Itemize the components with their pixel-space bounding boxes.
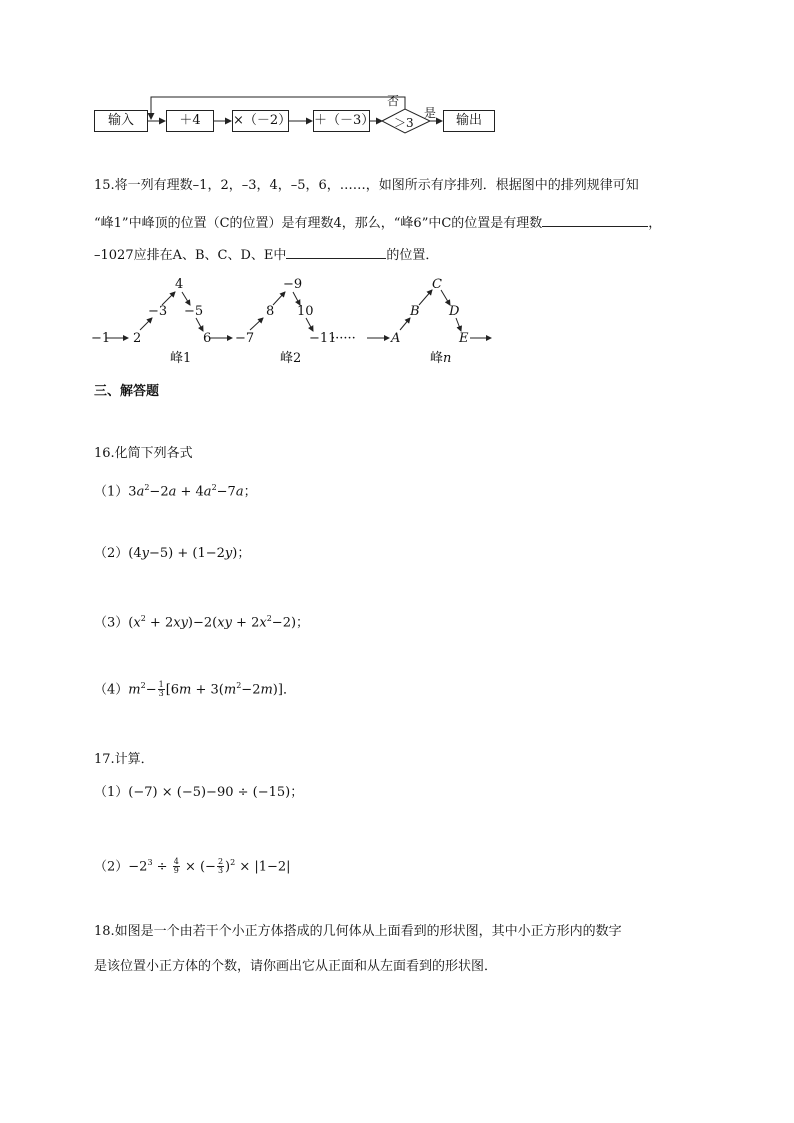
output-box: 输出 — [443, 110, 495, 132]
q15-line1: 15.将一列有理数–1，2，–3，4，–5，6，……，如图所示有序排列．根据图中的排列规律可知 — [94, 178, 639, 193]
fraction-two-thirds: $\frac{2}{3}$ — [217, 857, 224, 876]
peak-1-label: 峰1 — [170, 351, 192, 366]
section-heading: 三、解答题 — [94, 384, 160, 399]
plus-four-box: ＋4 — [166, 110, 214, 132]
q16-part1: $(1)3a^2-2a + 4a^2-7a$； — [94, 483, 257, 500]
label-e: E — [459, 331, 469, 346]
num-minus-7: −7 — [235, 331, 255, 346]
q17-part2: $(2)-2^3$ ÷ $\frac{4}{9}$ × (− $\frac{2}{3}$ )$^2$ × |1−2| — [94, 857, 291, 876]
peak-2-label: 峰2 — [280, 351, 302, 366]
peak-n-prefix: 峰 — [430, 351, 444, 366]
label-d: D — [449, 304, 460, 319]
yes-label: 是 — [424, 106, 437, 120]
label-b: B — [410, 304, 420, 319]
q16-p3-label: （3） — [94, 615, 129, 631]
num-4: 4 — [175, 277, 184, 292]
num-10: 10 — [297, 304, 314, 319]
q16-p2-label: （2） — [94, 546, 129, 561]
q17-title: 17.计算． — [94, 752, 154, 767]
q16-p4-label: （4） — [94, 682, 129, 698]
q17-p2-label: （2） — [94, 859, 129, 875]
num-minus-11: −11 — [309, 331, 337, 346]
times-minus-two-box: ×（－2） — [232, 110, 289, 132]
q18-line1: 18.如图是一个由若干个小正方体搭成的几何体从上面看到的形状图，其中小正方形内的数字 — [94, 924, 622, 939]
q15-line2-text: “峰1”中峰顶的位置（C的位置）是有理数4，那么，“峰6”中C的位置是有理数 — [94, 216, 543, 231]
fraction-one-third: $\frac{1}{3}$ — [158, 680, 164, 699]
q17-p1-label: （1） — [94, 785, 129, 800]
q15-line3-start: –1027应排在A、B、C、D、E中 — [94, 248, 287, 263]
no-label: 否 — [387, 94, 400, 108]
q16-part4: $(4)m^2-$ $\frac{1}{3}$ $[6m + 3(m^2-2m)]$． — [94, 680, 296, 699]
q17-part1 — [94, 783, 303, 803]
peak-n-var: n — [443, 351, 452, 366]
num-minus-5: −5 — [184, 304, 204, 319]
q16-part3: $(3)(x^2 + 2xy)-2(xy + 2x^2-2)$； — [94, 614, 310, 631]
num-2: 2 — [133, 331, 142, 346]
q16-part2: （2）(4y−5) + (1−2y)； — [94, 546, 251, 561]
num-minus-3: −3 — [148, 304, 168, 319]
ellipsis: ······ — [331, 331, 356, 346]
input-box: 输入 — [94, 110, 148, 132]
peak-n-label — [430, 347, 451, 366]
peak-arrows — [0, 0, 794, 380]
q17-p1-expr: (−7) × (−5)−90 ÷ (−15)； — [128, 785, 304, 800]
q18-line2: 是该位置小正方体的个数，请你画出它从正面和从左面看到的形状图． — [94, 959, 498, 974]
plus-minus-three-box: ＋（－3） — [313, 110, 370, 132]
num-6: 6 — [203, 331, 212, 346]
condition-label: ＞3 — [394, 116, 414, 130]
fraction-four-ninths: $\frac{4}{9}$ — [173, 857, 179, 876]
label-c: C — [432, 277, 442, 292]
q15-line3-end: 的位置． — [386, 248, 439, 263]
num-minus-9: −9 — [283, 277, 303, 292]
num-8: 8 — [266, 304, 275, 319]
label-a: A — [391, 331, 401, 346]
num-minus-1: −1 — [91, 331, 111, 346]
q16-title: 16.化简下列各式 — [94, 446, 193, 461]
q15-line2-comma: ， — [648, 216, 662, 231]
q16-p1-label: （1） — [94, 484, 129, 500]
